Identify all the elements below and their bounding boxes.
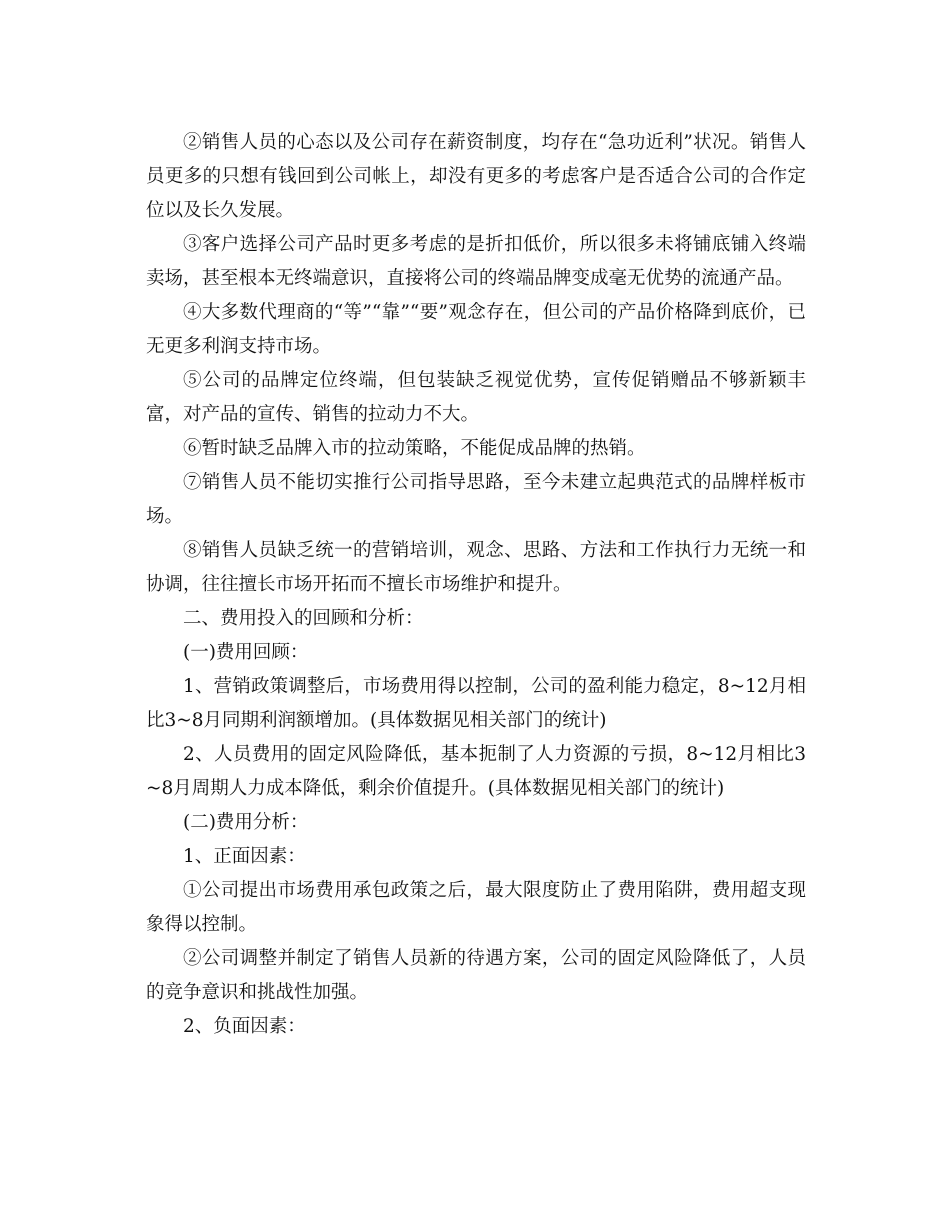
- paragraph-cost-contract-policy: ①公司提出市场费用承包政策之后，最大限度防止了费用陷阱，费用超支现象得以控制。: [146, 880, 806, 935]
- document-body: [146, 126, 806, 1044]
- paragraph-training: ⑧销售人员缺乏统一的营销培训，观念、思路、方法和工作执行力无统一和协调，往往擅长市场开拓而不擅长市场维护和提升。: [146, 540, 806, 595]
- heading-negative-factors: 2、负面因素：: [183, 1016, 306, 1037]
- paragraph-model-market: ⑦销售人员不能切实推行公司指导思路，至今未建立起典范式的品牌样板市场。: [146, 472, 806, 527]
- paragraph-customer-discount: ③客户选择公司产品时更多考虑的是折扣低价，所以很多未将铺底铺入终端卖场，甚至根本无终端意识，直接将公司的终端品牌变成毫无优势的流通产品。: [146, 234, 806, 289]
- section-heading-cost-review: 二、费用投入的回顾和分析：: [183, 608, 424, 629]
- paragraph-entry-strategy: ⑥暂时缺乏品牌入市的拉动策略，不能促成品牌的热销。: [183, 438, 646, 459]
- heading-positive-factors: 1、正面因素：: [183, 846, 306, 867]
- paragraph-agent-attitude: ④大多数代理商的“等”“靠”“要”观念存在，但公司的产品价格降到底价，已无更多利润支持市场。: [146, 302, 806, 357]
- paragraph-salesperson-mindset: ②销售人员的心态以及公司存在薪资制度，均存在“急功近利”状况。销售人员更多的只想有钱回到公司帐上，却没有更多的考虑客户是否适合公司的合作定位以及长久发展。: [146, 132, 806, 221]
- paragraph-marketing-policy: 1、营销政策调整后，市场费用得以控制，公司的盈利能力稳定，8~12月相比3~8月同期利润额增加。(具体数据见相关部门的统计): [146, 676, 806, 731]
- paragraph-new-compensation: ②公司调整并制定了销售人员新的待遇方案，公司的固定风险降低了，人员的竞争意识和挑战性加强。: [146, 948, 806, 1003]
- subsection-heading-cost-analysis: (二)费用分析：: [183, 812, 309, 833]
- subsection-heading-cost-review: (一)费用回顾：: [183, 642, 309, 663]
- paragraph-brand-packaging: ⑤公司的品牌定位终端，但包装缺乏视觉优势，宣传促销赠品不够新颖丰富，对产品的宣传、销售的拉动力不大。: [146, 370, 806, 425]
- paragraph-personnel-cost: 2、人员费用的固定风险降低，基本扼制了人力资源的亏损，8~12月相比3~8月周期人力成本降低，剩余价值提升。(具体数据见相关部门的统计): [146, 744, 806, 799]
